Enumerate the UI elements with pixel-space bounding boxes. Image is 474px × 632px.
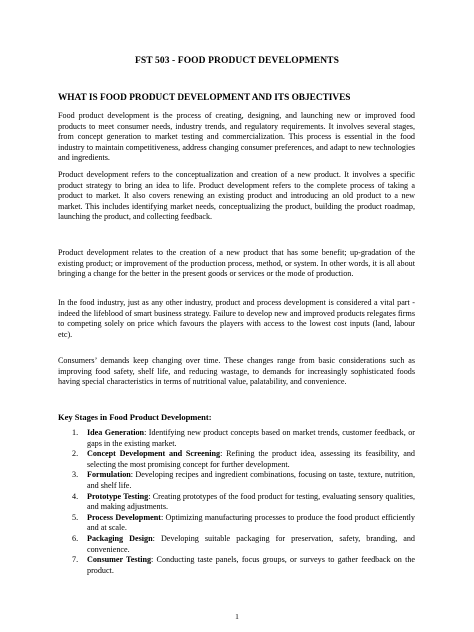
stage-term: Process Development [87,512,161,522]
stage-term: Consumer Testing [87,555,152,565]
stage-text: : Identifying new product concepts based on market trends, customer feedback, or gaps in the existing market. [87,428,415,448]
section-heading: WHAT IS FOOD PRODUCT DEVELOPMENT AND ITS OBJECTIVES [58,93,351,103]
stage-term: Concept Development and Screening [87,449,221,459]
stage-term: Idea Generation [87,428,145,437]
stage-text: : Refining the product idea, assessing its feasibility, and selecting the most promising concept for further development. [87,449,415,469]
paragraph-5: Consumers’ demands keep changing over time. These changes range from basic considerations such as improving food safety, shelf life, and reducing wastage, to demands for increasingly sophisticated foods having special characteristics in terms of nutritional value, palatability, and convenience. [58,356,415,387]
stage-text: : Developing recipes and ingredient combinations, focusing on taste, texture, nutrition, and shelf life. [87,470,415,490]
paragraph-4: In the food industry, just as any other industry, product and process development is considered a vital part - indeed the lifeblood of smart business strategy. Failure to develop new and improved products relegates firms to competing solely on price which favours the players with access to the lowest cost inputs (land, labour etc). [58,298,415,339]
list-number: 6. [72,533,79,543]
stage-text: : Developing suitable packaging for preservation, safety, branding, and convenience. [87,533,415,554]
list-item [58,555,415,576]
list-item [58,492,415,513]
stage-term: Packaging Design [87,533,153,543]
list-item [58,428,415,449]
paragraph-3: Product development relates to the creation of a new product that has some benefit; up-gradation of the existing product; or improvement of the production process, method, or system. In other words, it is all about bringing a change for the better in the present goods or services or the mode of production. [58,248,415,279]
list-item [58,534,415,555]
list-item [58,513,415,534]
list-number: 1. [72,428,79,437]
list-number: 7. [72,555,79,565]
stage-term: Prototype Testing [87,491,149,501]
list-item [58,470,415,491]
paragraph-2: Product development refers to the conceptualization and creation of a new product. It involves a specific product strategy to bring an idea to life. Product development refers to the complete process of taking a product to market. It also covers renewing an existing product and introducing an old product to a new market. This includes identifying market needs, conceptualizing the product, building the product roadmap, launching the product, and collecting feedback. [58,170,415,222]
stage-text: : Creating prototypes of the food product for testing, evaluating sensory qualities, and making adjustments. [87,491,416,512]
page-number: 1 [235,612,239,621]
list-number: 2. [72,449,79,459]
list-number: 3. [72,470,79,480]
stages-heading: Key Stages in Food Product Development: [58,412,212,422]
paragraph-1: Food product development is the process of creating, designing, and launching new or improved food products to meet consumer needs, industry trends, and regulatory requirements. It involves several stages, from concept generation to market testing and commercialization. This process is essential in the food industry to maintain competitiveness, address changing consumer preferences, and adapt to new technologies and ingredients. [58,111,415,163]
list-item [58,449,415,470]
document-title: FST 503 - FOOD PRODUCT DEVELOPMENTS [135,56,339,66]
stage-term: Formulation [87,470,131,480]
stages-list [58,428,415,576]
list-number: 5. [72,512,79,522]
list-number: 4. [72,491,79,501]
stage-text: : Conducting taste panels, focus groups, or surveys to gather feedback on the product. [87,555,415,575]
stage-text: : Optimizing manufacturing processes to produce the food product efficiently and at scale. [87,512,415,533]
